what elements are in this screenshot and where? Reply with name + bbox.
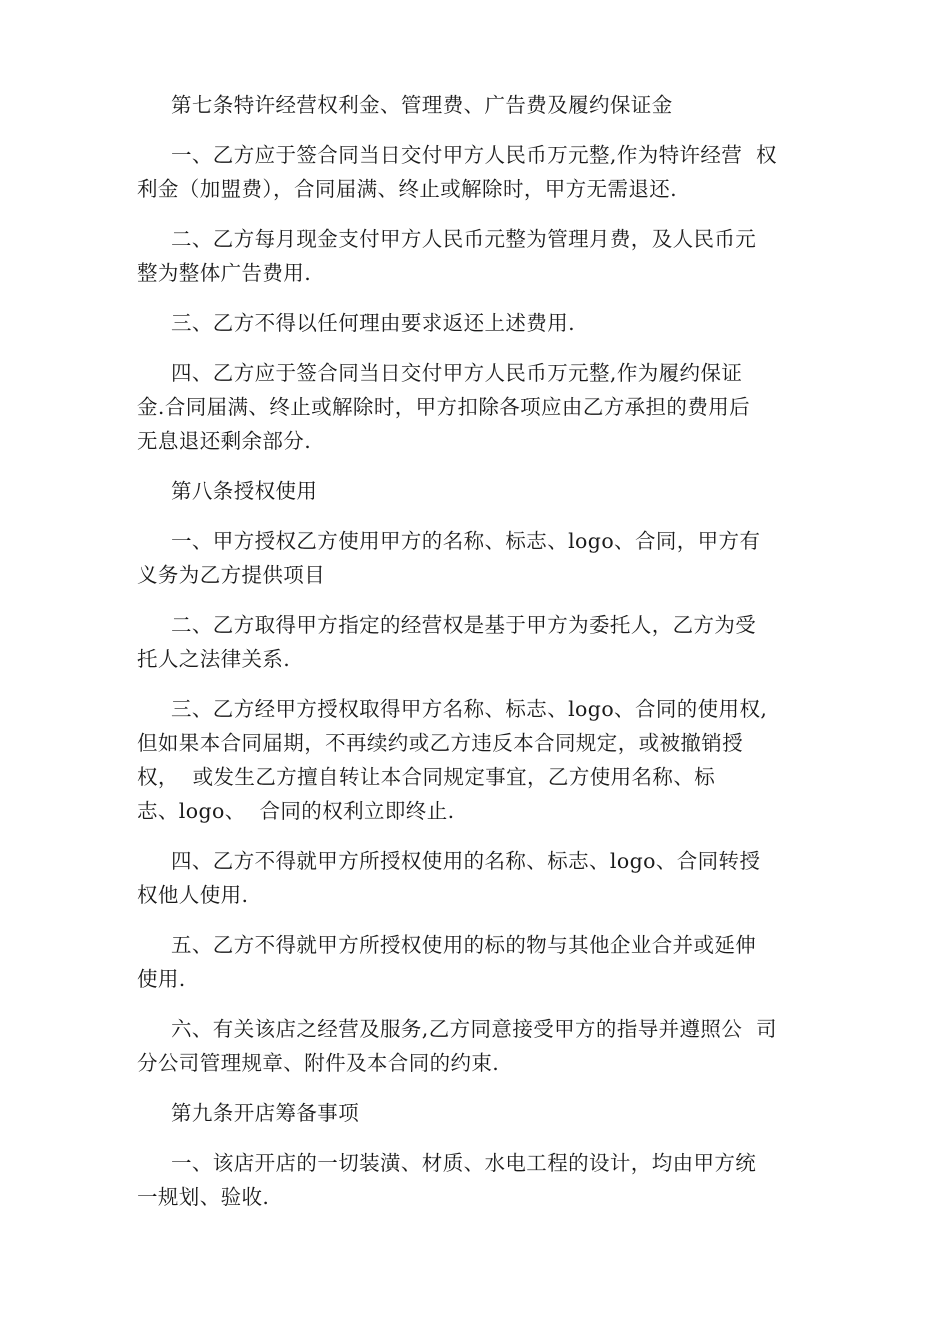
text-line: 但如果本合同届期，不再续约或乙方违反本合同规定，或被撤销授	[137, 731, 744, 755]
text-line: 权他人使用.	[137, 883, 249, 907]
text-line: 一、甲方授权乙方使用甲方的名称、标志、logo、合同，甲方有	[171, 529, 761, 553]
text-line: 整为整体广告费用.	[137, 261, 312, 285]
paragraph	[137, 1146, 827, 1214]
text-line: 志、logo、 合同的权利立即终止.	[137, 799, 455, 823]
paragraph	[137, 306, 827, 340]
text-line: 托人之法律关系.	[137, 647, 291, 671]
paragraph	[137, 88, 827, 122]
paragraph	[137, 356, 827, 458]
text-line: 一、该店开店的一切装潢、材质、水电工程的设计，均由甲方统	[171, 1151, 757, 1175]
paragraph	[137, 1012, 827, 1080]
paragraph	[137, 928, 827, 996]
text-line: 三、乙方经甲方授权取得甲方名称、标志、logo、合同的使用权,	[171, 697, 768, 721]
text-line: 金.合同届满、终止或解除时，甲方扣除各项应由乙方承担的费用后	[137, 395, 751, 419]
text-line: 分公司管理规章、附件及本合同的约束.	[137, 1051, 500, 1075]
paragraph	[137, 1096, 827, 1130]
text-line: 六、有关该店之经营及服务,乙方同意接受甲方的指导并遵照公 司	[171, 1017, 777, 1041]
paragraph	[137, 138, 827, 206]
paragraph	[137, 474, 827, 508]
text-line: 二、乙方取得甲方指定的经营权是基于甲方为委托人，乙方为受	[171, 613, 757, 637]
text-line: 第九条开店筹备事项	[171, 1101, 360, 1125]
paragraph	[137, 222, 827, 290]
paragraph	[137, 524, 827, 592]
text-line: 二、乙方每月现金支付甲方人民币元整为管理月费，及人民币元	[171, 227, 757, 251]
text-line: 第八条授权使用	[171, 479, 318, 503]
text-line: 三、乙方不得以任何理由要求返还上述费用.	[171, 311, 576, 335]
text-line: 五、乙方不得就甲方所授权使用的标的物与其他企业合并或延伸	[171, 933, 757, 957]
paragraph	[137, 844, 827, 912]
document-page	[137, 88, 827, 1230]
text-line: 四、乙方不得就甲方所授权使用的名称、标志、logo、合同转授	[171, 849, 761, 873]
text-line: 义务为乙方提供项目	[137, 563, 326, 587]
text-line: 一规划、验收.	[137, 1185, 270, 1209]
text-line: 第七条特许经营权利金、管理费、广告费及履约保证金	[171, 93, 673, 117]
text-line: 权， 或发生乙方擅自转让本合同规定事宜，乙方使用名称、标	[137, 765, 716, 789]
text-line: 利金（加盟费），合同届满、终止或解除时，甲方无需退还.	[137, 177, 678, 201]
text-line: 四、乙方应于签合同当日交付甲方人民币万元整,作为履约保证	[171, 361, 743, 385]
paragraph	[137, 692, 827, 828]
text-line: 无息退还剩余部分.	[137, 429, 312, 453]
text-line: 使用.	[137, 967, 186, 991]
paragraph	[137, 608, 827, 676]
text-line: 一、乙方应于签合同当日交付甲方人民币万元整,作为特许经营 权	[171, 143, 777, 167]
